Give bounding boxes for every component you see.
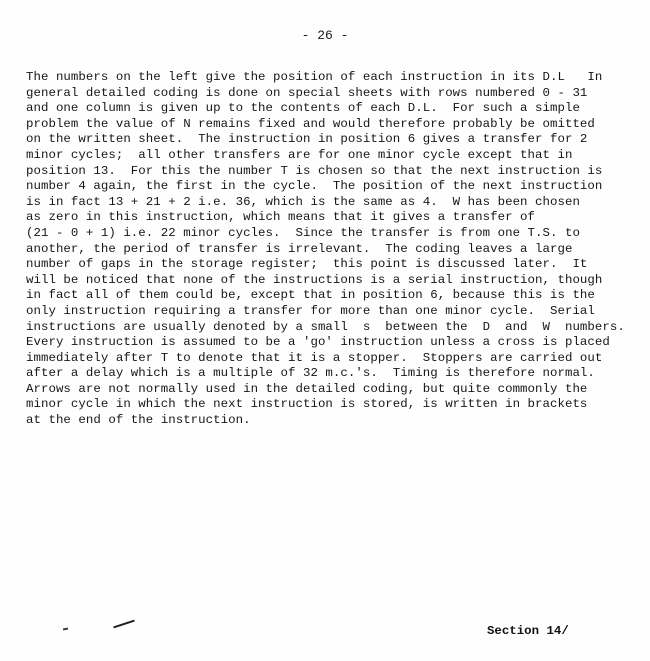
text-line: will be noticed that none of the instructions is a serial instruction, though (26, 272, 603, 287)
text-line: after a delay which is a multiple of 32 m.c.'s. Timing is therefore normal. (26, 366, 595, 381)
text-line: problem the value of N remains fixed and would therefore probably be omitted (26, 116, 595, 131)
text-line: at the end of the instruction. (26, 413, 251, 428)
text-line: immediately after T to denote that it is a stopper. Stoppers are carried out (26, 350, 603, 365)
body-paragraph (26, 70, 636, 429)
text-line: on the written sheet. The instruction in position 6 gives a transfer for 2 (26, 132, 588, 147)
text-line: Every instruction is assumed to be a 'go' instruction unless a cross is placed (26, 335, 610, 350)
text-line: is in fact 13 + 21 + 2 i.e. 36, which is the same as 4. W has been chosen (26, 194, 580, 209)
text-line: (21 - 0 + 1) i.e. 22 minor cycles. Since the transfer is from one T.S. to (26, 225, 580, 240)
text-line: in fact all of them could be, except that in position 6, because this is the (26, 288, 595, 303)
text-line: instructions are usually denoted by a small s between the D and W numbers. (26, 319, 625, 334)
text-line: number 4 again, the first in the cycle. The position of the next instruction (26, 179, 603, 194)
text-line: general detailed coding is done on special sheets with rows numbered 0 - 31 (26, 85, 588, 100)
text-line: only instruction requiring a transfer for more than one minor cycle. Serial (26, 303, 595, 318)
text-line: minor cycles; all other transfers are for one minor cycle except that in (26, 147, 573, 162)
scan-mark (113, 620, 135, 629)
section-footer: Section 14/ (487, 624, 569, 638)
page-number: - 26 - (301, 28, 349, 43)
text-line: minor cycle in which the next instruction is stored, is written in brackets (26, 397, 588, 412)
text-line: The numbers on the left give the position of each instruction in its D.L In (26, 70, 603, 84)
text-line: and one column is given up to the contents of each D.L. For such a simple (26, 101, 580, 116)
text-line: another, the period of transfer is irrelevant. The coding leaves a large (26, 241, 573, 256)
text-line: number of gaps in the storage register; this point is discussed later. It (26, 257, 588, 272)
text-line: as zero in this instruction, which means that it gives a transfer of (26, 210, 536, 225)
text-line: Arrows are not normally used in the detailed coding, but quite commonly the (26, 381, 588, 396)
scan-mark (63, 628, 68, 631)
text-line: position 13. For this the number T is chosen so that the next instruction is (26, 163, 603, 178)
